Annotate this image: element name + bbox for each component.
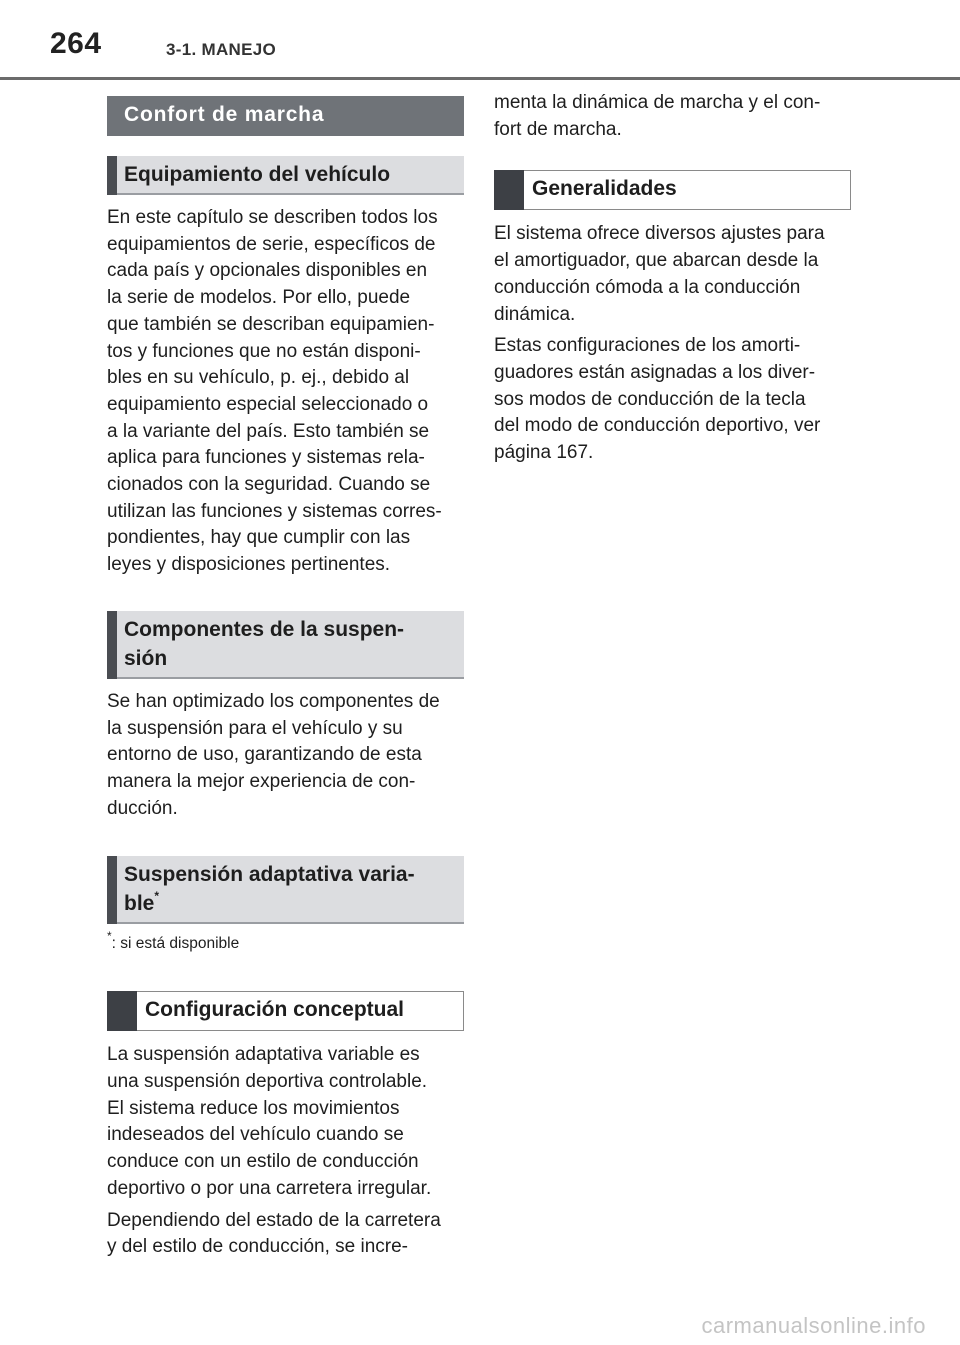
paragraph-configuracion-1 bbox=[107, 1042, 464, 1202]
chapter-title: 3-1. MANEJO bbox=[166, 40, 277, 59]
section-title: Confort de marcha bbox=[107, 96, 464, 136]
text-line: y del estilo de conducción, se incre- bbox=[107, 1236, 408, 1258]
text-line: ducción. bbox=[107, 797, 178, 819]
text-line: conducción cómoda a la conducción bbox=[494, 276, 801, 298]
text-line: equipamientos de serie, específicos de bbox=[107, 233, 436, 255]
footnote-text: : si está disponible bbox=[111, 935, 240, 953]
left-column bbox=[107, 96, 464, 1261]
text-line: Se han optimizado los componentes de bbox=[107, 690, 440, 712]
text-line: cionados con la seguridad. Cuando se bbox=[107, 474, 431, 496]
footnote-mark: * bbox=[107, 929, 112, 944]
paragraph-generalidades-2 bbox=[494, 333, 851, 467]
paragraph-configuracion-2 bbox=[107, 1208, 464, 1261]
heading-adaptativa-line bbox=[124, 889, 454, 918]
asterisk-mark: * bbox=[154, 889, 160, 904]
text-line: una suspensión deportiva controlable. bbox=[107, 1071, 428, 1093]
header-divider bbox=[0, 77, 960, 80]
heading-componentes-line: sión bbox=[124, 646, 168, 670]
heading-configuracion-text: Configuración conceptual bbox=[145, 998, 405, 1022]
page-number: 264 bbox=[50, 27, 102, 60]
text-line: del modo de conducción deportivo, ver bbox=[494, 415, 821, 437]
text-line: guadores están asignadas a los diver- bbox=[494, 361, 816, 383]
heading-adaptativa-text: ble bbox=[124, 892, 155, 916]
heading-generalidades-text: Generalidades bbox=[532, 177, 677, 201]
heading-suspension-adaptativa bbox=[107, 856, 464, 924]
text-line: manera la mejor experiencia de con- bbox=[107, 770, 416, 792]
text-line: tos y funciones que no están disponi- bbox=[107, 340, 421, 362]
text-line: bles en su vehículo, p. ej., debido al bbox=[107, 367, 410, 389]
text-line: deportivo o por una carretera irregular. bbox=[107, 1177, 432, 1199]
paragraph-equipamiento bbox=[107, 205, 464, 579]
heading-adaptativa-line: Suspensión adaptativa varia- bbox=[124, 863, 415, 887]
watermark: carmanualsonline.info bbox=[701, 1313, 926, 1338]
text-line: dinámica. bbox=[494, 303, 576, 325]
paragraph-continuacion bbox=[494, 90, 851, 143]
text-line: el amortiguador, que abarcan desde la bbox=[494, 250, 819, 272]
text-line: equipamiento especial seleccionado o bbox=[107, 393, 429, 415]
text-line: menta la dinámica de marcha y el con- bbox=[494, 92, 821, 113]
text-line: El sistema ofrece diversos ajustes para bbox=[494, 223, 825, 245]
text-line: En este capítulo se describen todos los bbox=[107, 207, 438, 228]
text-line: que también se describan equipamien- bbox=[107, 313, 435, 335]
text-line: página 167. bbox=[494, 442, 594, 464]
text-line: entorno de uso, garantizando de esta bbox=[107, 744, 422, 766]
text-line: fort de marcha. bbox=[494, 118, 622, 140]
text-line: leyes y disposiciones pertinentes. bbox=[107, 554, 391, 576]
text-line: utilizan las funciones y sistemas corres- bbox=[107, 500, 442, 522]
paragraph-componentes bbox=[107, 689, 464, 823]
heading-equipamiento bbox=[107, 156, 464, 195]
text-line: la suspensión para el vehículo y su bbox=[107, 717, 403, 739]
paragraph-generalidades-1 bbox=[494, 221, 851, 328]
page-header bbox=[0, 0, 960, 80]
text-line: cada país y opcionales disponibles en bbox=[107, 260, 428, 282]
text-line: indeseados del vehículo cuando se bbox=[107, 1124, 404, 1146]
text-line: pondientes, hay que cumplir con las bbox=[107, 527, 411, 549]
text-line: Dependiendo del estado de la carretera bbox=[107, 1209, 441, 1231]
text-line: conduce con un estilo de conducción bbox=[107, 1151, 419, 1173]
text-line: a la variante del país. Esto también se bbox=[107, 420, 430, 442]
text-line: aplica para funciones y sistemas rela- bbox=[107, 447, 425, 469]
heading-componentes-line: Componentes de la suspen- bbox=[124, 617, 405, 641]
text-line: sos modos de conducción de la tecla bbox=[494, 388, 806, 410]
text-line: La suspensión adaptativa variable es bbox=[107, 1044, 420, 1066]
text-line: El sistema reduce los movimientos bbox=[107, 1097, 400, 1119]
heading-configuracion bbox=[107, 991, 464, 1031]
heading-equipamiento-text: Equipamiento del vehículo bbox=[124, 163, 391, 186]
heading-componentes bbox=[107, 611, 464, 679]
heading-generalidades bbox=[494, 170, 851, 210]
text-line: Estas configuraciones de los amorti- bbox=[494, 335, 801, 357]
footnote bbox=[107, 929, 464, 955]
right-column bbox=[494, 92, 851, 467]
text-line: la serie de modelos. Por ello, puede bbox=[107, 287, 411, 309]
